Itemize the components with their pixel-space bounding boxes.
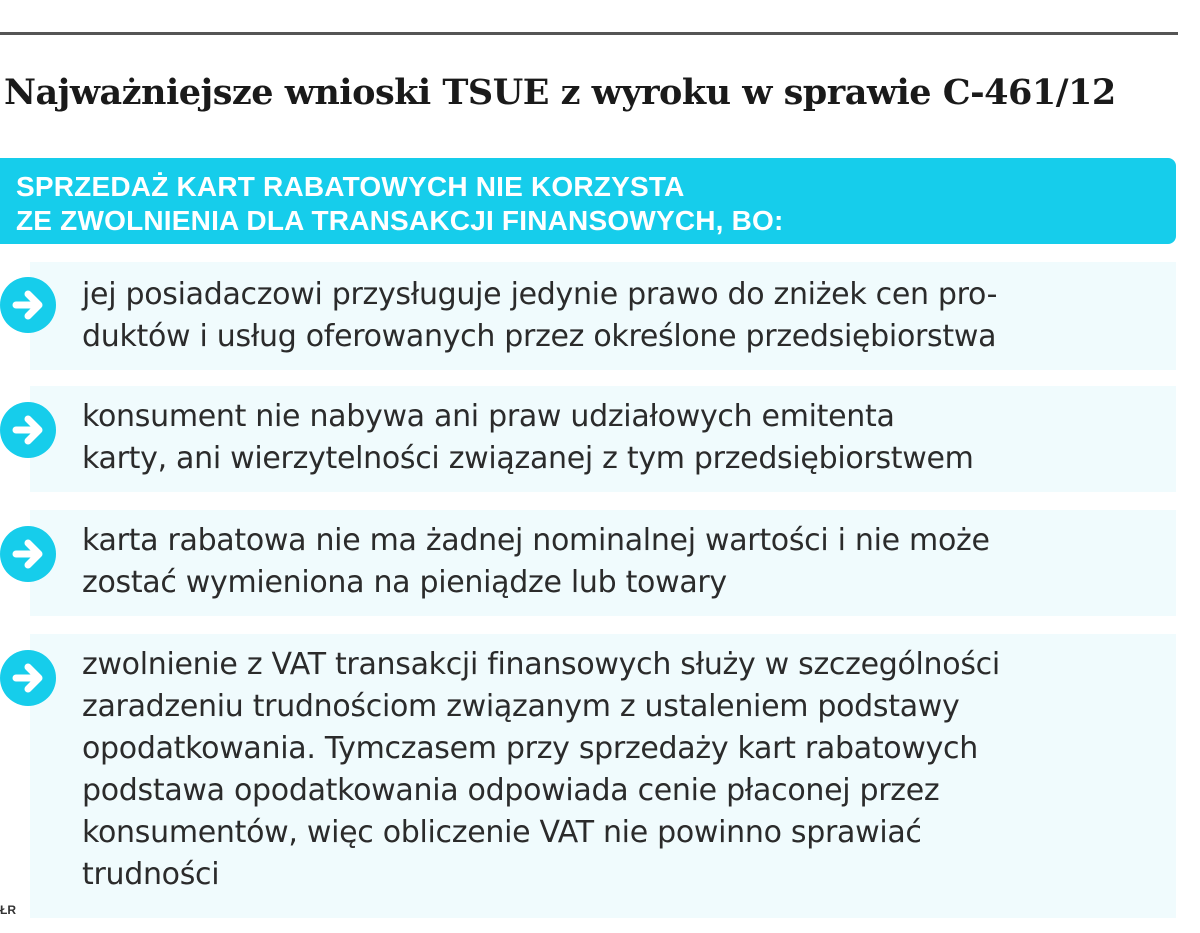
arrow-right-circle-icon	[0, 650, 56, 706]
list-item	[82, 520, 990, 604]
list-item	[82, 644, 1000, 896]
banner-line: SPRZEDAŻ KART RABATOWYCH NIE KORZYSTA	[16, 171, 685, 202]
arrow-right-circle-icon	[0, 526, 56, 582]
list-item-line: jej posiadaczowi przysługuje jedynie prawo do zniżek cen pro-	[82, 277, 998, 312]
banner-line: ZE ZWOLNIENIA DLA TRANSAKCJI FINANSOWYCH, BO:	[16, 205, 784, 236]
banner-text	[16, 170, 784, 238]
list-item-line: duktów i usług oferowanych przez określone przedsiębiorstwa	[82, 319, 997, 354]
list-item	[82, 396, 974, 480]
list-item-line: zwolnienie z VAT transakcji finansowych służy w szczególności	[82, 647, 1000, 682]
list-item-line: opodatkowania. Tymczasem przy sprzedaży kart rabatowych	[82, 731, 978, 766]
list-item-line: trudności	[82, 857, 220, 892]
list-item-line: karta rabatowa nie ma żadnej nominalnej wartości i nie może	[82, 523, 990, 558]
source-credit: ŁR	[0, 903, 16, 917]
top-rule	[0, 32, 1178, 35]
header-banner	[0, 158, 1176, 244]
list-item-line: karty, ani wierzytelności związanej z tym przedsiębiorstwem	[82, 441, 974, 476]
arrow-right-circle-icon	[0, 402, 56, 458]
page-title: Najważniejsze wnioski TSUE z wyroku w sprawie C-461/12	[4, 72, 1116, 113]
list-item-line: konsumentów, więc obliczenie VAT nie powinno sprawiać	[82, 815, 922, 850]
arrow-right-circle-icon	[0, 277, 56, 333]
list-item-line: konsument nie nabywa ani praw udziałowych emitenta	[82, 399, 895, 434]
list-item	[82, 274, 997, 358]
list-item-line: podstawa opodatkowania odpowiada cenie płaconej przez	[82, 773, 940, 808]
list-item-line: zostać wymieniona na pieniądze lub towary	[82, 565, 727, 600]
list-item-line: zaradzeniu trudnościom związanym z ustaleniem podstawy	[82, 689, 960, 724]
